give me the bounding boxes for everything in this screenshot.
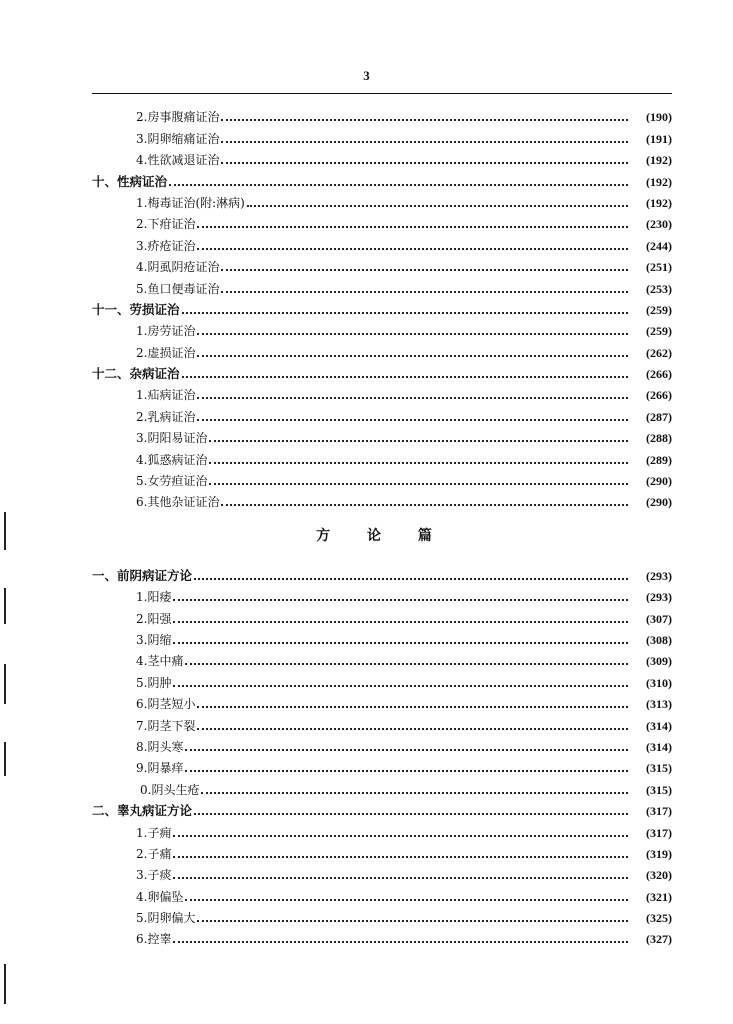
toc-chapter-entry: [92, 360, 672, 381]
toc-entry-page: (191): [646, 131, 672, 146]
toc-entry: [92, 338, 672, 359]
toc-entry-title: 1.阳痿: [136, 590, 172, 605]
toc-entry-page: (266): [646, 367, 672, 382]
toc-entry-page: (293): [646, 590, 672, 605]
toc-entry-title: 2.房事腹痛证治: [136, 110, 220, 125]
toc-entry-title: 1.房劳证治: [136, 324, 196, 339]
toc-entry-title: 8.阴头寒: [136, 739, 184, 754]
toc-entry-title: 5.女劳疸证治: [136, 474, 208, 489]
dot-leader: [173, 599, 628, 601]
toc-entry-title: 2.乳病证治: [136, 409, 196, 424]
toc-entry-title: 3.疥疮证治: [136, 238, 196, 253]
scan-margin-mark: [4, 512, 6, 550]
toc-entry-page: (313): [646, 697, 672, 712]
toc-group-after: [92, 561, 672, 946]
toc-entry-page: (317): [646, 804, 672, 819]
toc-entry-page: (317): [646, 825, 672, 840]
toc-entry-title: 6.控睾: [136, 932, 172, 947]
toc-entry-title: 4.性欲减退证治: [136, 153, 220, 168]
toc-entry-page: (308): [646, 632, 672, 647]
dot-leader: [209, 440, 628, 442]
toc-entry-title: 十、性病证治: [92, 173, 168, 189]
toc-entry-page: (310): [646, 675, 672, 690]
toc-entry: [92, 274, 672, 295]
toc-entry-title: 6.其他杂证证治: [136, 495, 220, 510]
dot-leader: [197, 248, 628, 250]
dot-leader: [185, 663, 628, 665]
toc-entry-title: 十二、杂病证治: [92, 366, 180, 382]
toc-entry-page: (315): [646, 761, 672, 776]
dot-leader: [185, 770, 628, 772]
toc-entry: [92, 210, 672, 231]
dot-leader: [209, 462, 628, 464]
dot-leader: [197, 920, 628, 922]
toc-chapter-entry: [92, 797, 672, 818]
toc-entry-title: 4.阴虱阴疮证治: [136, 260, 220, 275]
toc-entry-page: (314): [646, 718, 672, 733]
dot-leader: [169, 184, 628, 186]
toc-entry-title: 一、前阴病证方论: [92, 567, 193, 583]
scan-margin-mark: [4, 664, 6, 704]
toc-entry-page: (190): [646, 110, 672, 125]
toc-entry: [92, 253, 672, 274]
toc-entry-title: 1.梅毒证治(附:淋病): [136, 195, 245, 210]
dot-leader: [182, 376, 628, 378]
toc-entry-title: 5.阴肿: [136, 675, 172, 690]
scan-margin-mark: [4, 742, 6, 776]
toc-entry-title: 十一、劳损证治: [92, 301, 180, 317]
toc-entry-page: (192): [646, 174, 672, 189]
toc-entry-title: 2.下疳证治: [136, 217, 196, 232]
toc-entry: [92, 146, 672, 167]
dot-leader: [173, 642, 628, 644]
toc-entry: [92, 647, 672, 668]
dot-leader: [173, 941, 628, 943]
toc-entry-page: (325): [646, 911, 672, 926]
toc-entry: [92, 668, 672, 689]
toc-entry-title: 9.阴暴痒: [136, 761, 184, 776]
dot-leader: [209, 483, 628, 485]
toc-entry-title: 2.阳强: [136, 611, 172, 626]
dot-leader: [197, 397, 628, 399]
toc-entry: [92, 103, 672, 124]
toc-entry-title: 3.阴缩: [136, 632, 172, 647]
toc-entry-page: (314): [646, 739, 672, 754]
toc-entry-title: 2.子痛: [136, 846, 172, 861]
toc-entry: [92, 604, 672, 625]
dot-leader: [221, 119, 628, 121]
toc-entry: [92, 882, 672, 903]
dot-leader: [185, 899, 628, 901]
toc-entry-page: (192): [646, 195, 672, 210]
toc-entry-title: 1.疝病证治: [136, 388, 196, 403]
toc-entry-page: (259): [646, 302, 672, 317]
toc-entry-title: 3.子痰: [136, 868, 172, 883]
dot-leader: [221, 291, 628, 293]
dot-leader: [173, 621, 628, 623]
dot-leader: [194, 813, 628, 815]
toc-entry-page: (266): [646, 388, 672, 403]
toc-entry: [92, 402, 672, 423]
toc-entry-title: 6.阴茎短小: [136, 697, 196, 712]
toc-entry-page: (290): [646, 495, 672, 510]
dot-leader: [182, 312, 628, 314]
toc-entry: [92, 626, 672, 647]
toc-entry-page: (259): [646, 324, 672, 339]
toc-entry: [92, 317, 672, 338]
toc-entry-title: 7.阴茎下裂: [136, 718, 196, 733]
scan-margin-mark: [4, 964, 6, 1004]
dot-leader: [173, 877, 628, 879]
toc-entry: [92, 775, 672, 796]
toc-entry: [92, 754, 672, 775]
dot-leader: [197, 226, 628, 228]
toc-entry: [92, 840, 672, 861]
toc-entry-page: (315): [646, 782, 672, 797]
toc-entry-page: (289): [646, 452, 672, 467]
toc-entry-title: 4.卵偏坠: [136, 889, 184, 904]
toc-entry: [92, 124, 672, 145]
toc-entry-page: (192): [646, 153, 672, 168]
toc-chapter-entry: [92, 167, 672, 188]
toc-entry: [92, 690, 672, 711]
toc-entry-title: 5.阴卵偏大: [136, 911, 196, 926]
toc-entry: [92, 488, 672, 509]
toc-entry-page: (288): [646, 431, 672, 446]
toc-entry: [92, 818, 672, 839]
dot-leader: [221, 141, 628, 143]
toc-entry: [92, 467, 672, 488]
toc-entry: [92, 445, 672, 466]
page-number: 3: [363, 68, 370, 83]
toc-entry: [92, 381, 672, 402]
dot-leader: [221, 269, 628, 271]
toc-entry-page: (253): [646, 281, 672, 296]
section-heading: 方 论 篇: [316, 528, 448, 545]
toc-entry: [92, 231, 672, 252]
dot-leader: [247, 205, 628, 207]
toc-entry: [92, 711, 672, 732]
toc-entry-page: (262): [646, 345, 672, 360]
toc-entry-title: 4.茎中痛: [136, 654, 184, 669]
dot-leader: [197, 706, 628, 708]
table-of-contents: [92, 103, 672, 946]
toc-entry: [92, 583, 672, 604]
dot-leader: [221, 162, 628, 164]
toc-entry-page: (321): [646, 889, 672, 904]
dot-leader: [201, 792, 628, 794]
toc-chapter-entry: [92, 296, 672, 317]
toc-entry-page: (293): [646, 568, 672, 583]
toc-entry: [92, 189, 672, 210]
header-rule: [92, 93, 672, 94]
toc-entry: [92, 424, 672, 445]
dot-leader: [197, 419, 628, 421]
toc-entry-title: 3.阴卵缩痛证治: [136, 131, 220, 146]
toc-group-before: [92, 103, 672, 509]
dot-leader: [221, 504, 628, 506]
toc-entry-title: 1.子痈: [136, 825, 172, 840]
toc-entry-page: (290): [646, 474, 672, 489]
dot-leader: [185, 749, 628, 751]
toc-entry-page: (287): [646, 409, 672, 424]
toc-entry: [92, 861, 672, 882]
toc-entry-page: (307): [646, 611, 672, 626]
scan-margin-mark: [4, 588, 6, 624]
toc-entry: [92, 733, 672, 754]
toc-entry-title: 2.虚损证治: [136, 345, 196, 360]
toc-entry-page: (309): [646, 654, 672, 669]
dot-leader: [197, 728, 628, 730]
toc-entry-page: (327): [646, 932, 672, 947]
toc-entry-page: (244): [646, 238, 672, 253]
toc-entry: [92, 925, 672, 946]
toc-chapter-entry: [92, 561, 672, 582]
toc-entry: [92, 904, 672, 925]
dot-leader: [173, 685, 628, 687]
toc-entry-title: 0.阴头生疮: [140, 782, 200, 797]
toc-entry-title: 5.鱼口便毒证治: [136, 281, 220, 296]
dot-leader: [173, 835, 628, 837]
toc-entry-title: 4.狐惑病证治: [136, 452, 208, 467]
toc-entry-page: (230): [646, 217, 672, 232]
toc-entry-title: 二、睾丸病证方论: [92, 803, 193, 819]
dot-leader: [197, 355, 628, 357]
dot-leader: [197, 333, 628, 335]
dot-leader: [173, 856, 628, 858]
dot-leader: [194, 578, 628, 580]
toc-entry-page: (319): [646, 846, 672, 861]
toc-entry-page: (251): [646, 260, 672, 275]
toc-entry-page: (320): [646, 868, 672, 883]
toc-entry-title: 3.阴阳易证治: [136, 431, 208, 446]
